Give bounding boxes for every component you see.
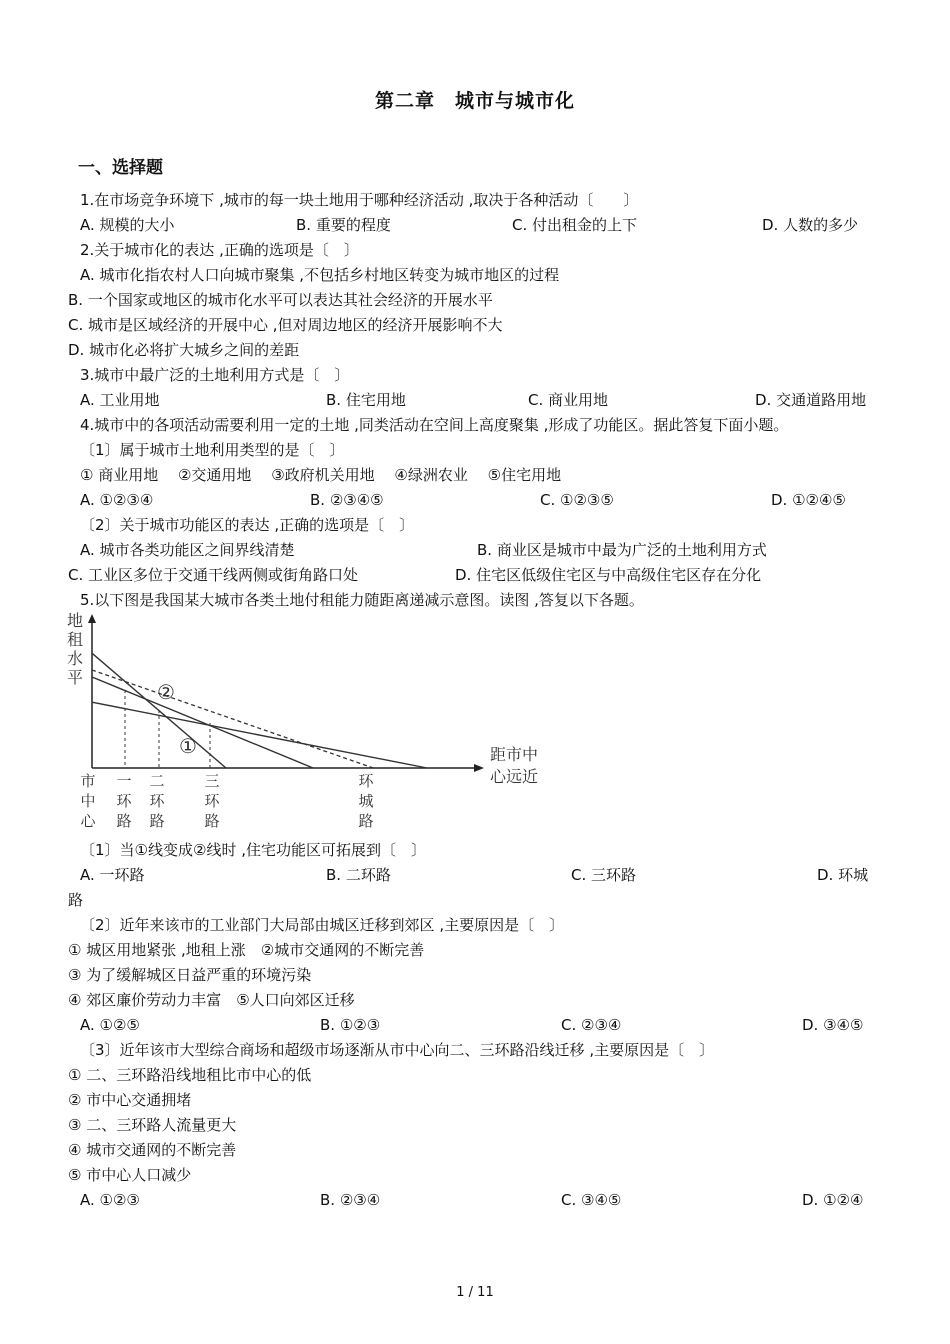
q5-sub2-option-a: A. ①②⑤: [80, 1016, 140, 1034]
q4-sub1: 〔1〕属于城市土地利用类型的是〔 〕: [80, 441, 345, 459]
series-line-2: [92, 702, 427, 768]
q2-stem: 2.关于城市化的表达 ,正确的选项是〔 〕: [80, 241, 359, 259]
q4-sub2-option-b: B. 商业区是城市中最为广泛的土地利用方式: [477, 541, 767, 559]
q4-sub2-option-d: D. 住宅区低级住宅区与中高级住宅区存在分化: [455, 566, 762, 584]
q4-sub1-option-b: B. ②③④⑤: [310, 491, 384, 509]
x-axis-arrow: [474, 764, 484, 772]
q1-option-b: B. 重要的程度: [296, 216, 391, 234]
q4-stem: 4.城市中的各项活动需要利用一定的土地 ,同类活动在空间上高度聚集 ,形成了功能区。据此答复下面小题。: [80, 416, 789, 434]
q3-option-a: A. 工业用地: [80, 391, 160, 409]
page-title: 第二章 城市与城市化: [374, 90, 575, 112]
q5-stem: 5.以下图是我国某大城市各类土地付租能力随距离递减示意图。读图 ,答复以下各题。: [80, 591, 644, 609]
q5-sub3-item-line5: ⑤ 市中心人口减少: [68, 1166, 192, 1184]
q5-sub2: 〔2〕近年来该市的工业部门大局部由城区迁移到郊区 ,主要原因是〔 〕: [80, 916, 565, 934]
q2-option-b: B. 一个国家或地区的城市化水平可以表达其社会经济的开展水平: [68, 291, 493, 309]
q4-sub1-items: ① 商业用地 ②交通用地 ③政府机关用地 ④绿洲农业 ⑤住宅用地: [80, 466, 562, 484]
x-tick-label: 一环路: [116, 772, 132, 830]
x-axis-label: 距市中心远近: [490, 745, 539, 786]
q3-option-d: D. 交通道路用地: [755, 391, 867, 409]
q5-sub3-option-b: B. ②③④: [320, 1191, 381, 1209]
q5-sub3-option-d: D. ①②④: [802, 1191, 864, 1209]
q5-sub1: 〔1〕当①线变成②线时 ,住宅功能区可拓展到〔 〕: [80, 841, 426, 859]
q5-sub1-option-c: C. 三环路: [571, 866, 637, 884]
q2-option-a: A. 城市化指农村人口向城市聚集 ,不包括乡村地区转变为城市地区的过程: [80, 266, 560, 284]
q5-sub2-option-d: D. ③④⑤: [802, 1016, 864, 1034]
q4-sub1-option-c: C. ①②③⑤: [540, 491, 614, 509]
q4-sub1-option-d: D. ①②④⑤: [771, 491, 846, 509]
series-line-3: [92, 670, 373, 768]
section-heading: 一、选择题: [78, 158, 163, 178]
annotation-label: ①: [179, 734, 197, 758]
q5-sub1-option-d: D. 环城: [817, 866, 869, 884]
q5-sub3-item-line3: ③ 二、三环路人流量更大: [68, 1116, 237, 1134]
q5-sub3-option-c: C. ③④⑤: [561, 1191, 622, 1209]
q5-sub3-item-line1: ① 二、三环路沿线地租比市中心的低: [68, 1066, 312, 1084]
y-axis-label: 地租水平: [66, 611, 84, 687]
q5-sub2-option-b: B. ①②③: [320, 1016, 381, 1034]
q5-sub2-item-line3: ④ 郊区廉价劳动力丰富 ⑤人口向郊区迁移: [68, 991, 355, 1009]
q4-sub1-option-a: A. ①②③④: [80, 491, 154, 509]
q5-sub2-option-c: C. ②③④: [561, 1016, 622, 1034]
q5-sub2-item-line2: ③ 为了缓解城区日益严重的环境污染: [68, 966, 312, 984]
q4-sub2-option-c: C. 工业区多位于交通干线两侧或街角路口处: [68, 566, 359, 584]
annotation-label: ②: [157, 680, 175, 704]
q3-option-c: C. 商业用地: [528, 391, 609, 409]
q5-sub3: 〔3〕近年该市大型综合商场和超级市场逐渐从市中心向二、三环路沿线迁移 ,主要原因是〔 〕: [80, 1041, 715, 1059]
x-tick-label: 三环路: [204, 772, 220, 830]
q5-sub1-option-a: A. 一环路: [80, 866, 145, 884]
q5-sub3-item-line2: ② 市中心交通拥堵: [68, 1091, 192, 1109]
q5-sub1-option-b: B. 二环路: [326, 866, 391, 884]
q1-option-d: D. 人数的多少: [762, 216, 859, 234]
q4-sub2: 〔2〕关于城市功能区的表达 ,正确的选项是〔 〕: [80, 516, 415, 534]
q1-option-c: C. 付出租金的上下: [512, 216, 638, 234]
q4-sub2-option-a: A. 城市各类功能区之间界线清楚: [80, 541, 295, 559]
q5-sub3-item-line4: ④ 城市交通网的不断完善: [68, 1141, 237, 1159]
q1-stem: 1.在市场竞争环境下 ,城市的每一块土地用于哪种经济活动 ,取决于各种活动〔 〕: [80, 191, 639, 209]
x-tick-label: 市中心: [80, 772, 96, 830]
y-axis-arrow: [88, 614, 96, 623]
rent-chart: [60, 610, 560, 840]
x-tick-label: 二环路: [149, 772, 165, 830]
q3-stem: 3.城市中最广泛的土地利用方式是〔 〕: [80, 366, 350, 384]
q1-option-a: A. 规模的大小: [80, 216, 175, 234]
q5-sub3-option-a: A. ①②③: [80, 1191, 140, 1209]
q5-sub1-option-d-wrap: 路: [68, 891, 84, 909]
q2-option-d: D. 城市化必将扩大城乡之间的差距: [68, 341, 300, 359]
x-tick-label: 环城路: [358, 772, 374, 830]
q2-option-c: C. 城市是区域经济的开展中心 ,但对周边地区的经济开展影响不大: [68, 316, 503, 334]
page-number: 1 / 11: [456, 1285, 494, 1300]
q5-sub2-item-line1: ① 城区用地紧张 ,地租上涨 ②城市交通网的不断完善: [68, 941, 425, 959]
q3-option-b: B. 住宅用地: [326, 391, 406, 409]
